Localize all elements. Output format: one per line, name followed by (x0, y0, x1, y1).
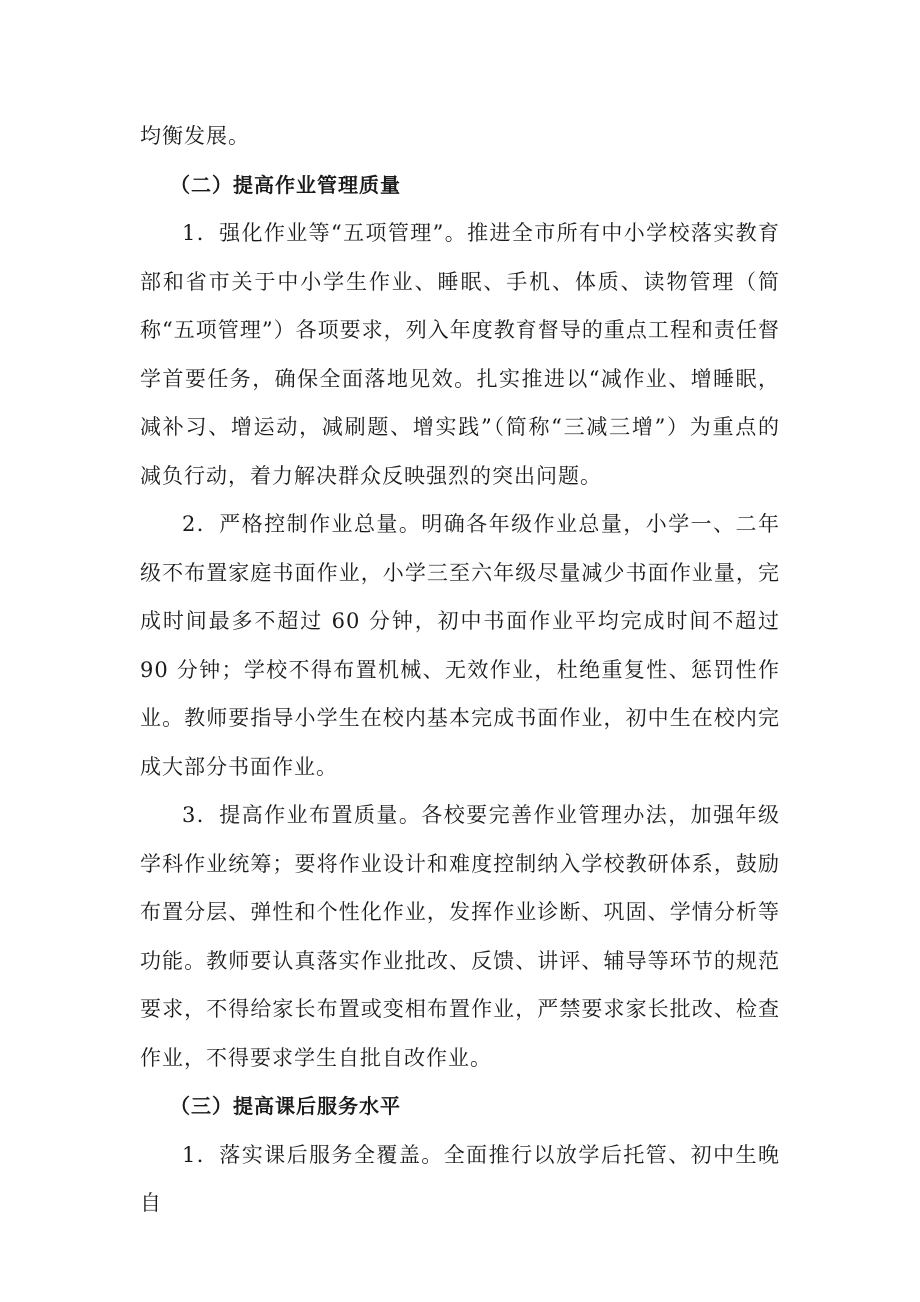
paragraph-homework-volume: 2．严格控制作业总量。明确各年级作业总量，小学一、二年级不布置家庭书面作业，小学三至六年级尽量减少书面作业量，完成时间最多不超过 60 分钟，初中书面作业平均完成时间不超过 90 分钟；学校不得布置机械、无效作业，杜绝重复性、惩罚性作业。教师要指导小学生在校内基本完成书面作业，初中生在校内完成大部分书面作业。 (140, 512, 780, 779)
section-heading-homework: （二）提高作业管理质量 (170, 172, 401, 197)
paragraph-five-management: 1．强化作业等“五项管理”。推进全市所有中小学校落实教育部和省市关于中小学生作业、睡眠、手机、体质、读物管理（简称“五项管理”）各项要求，列入年度教育督导的重点工程和责任督学首要任务，确保全面落地见效。扎实推进以“减作业、增睡眠，减补习、增运动，减刷题、增实践”（简称“三减三增”）为重点的减负行动，着力解决群众反映强烈的突出问题。 (140, 221, 780, 488)
paragraph-continuation: 均衡发展。 (140, 124, 250, 148)
section-heading-after-school: （三）提高课后服务水平 (170, 1094, 401, 1118)
paragraph-homework-quality: 3．提高作业布置质量。各校要完善作业管理办法，加强年级学科作业统筹；要将作业设计和难度控制纳入学校教研体系，鼓励布置分层、弹性和个性化作业，发挥作业诊断、巩固、学情分析等功能。教师要认真落实作业批改、反馈、讲评、辅导等环节的规范要求，不得给家长布置或变相布置作业，严禁要求家长批改、检查作业，不得要求学生自批自改作业。 (140, 803, 780, 1070)
document-body (140, 112, 780, 1228)
paragraph-after-school-coverage: 1．落实课后服务全覆盖。全面推行以放学后托管、初中生晚自 (140, 1142, 780, 1215)
